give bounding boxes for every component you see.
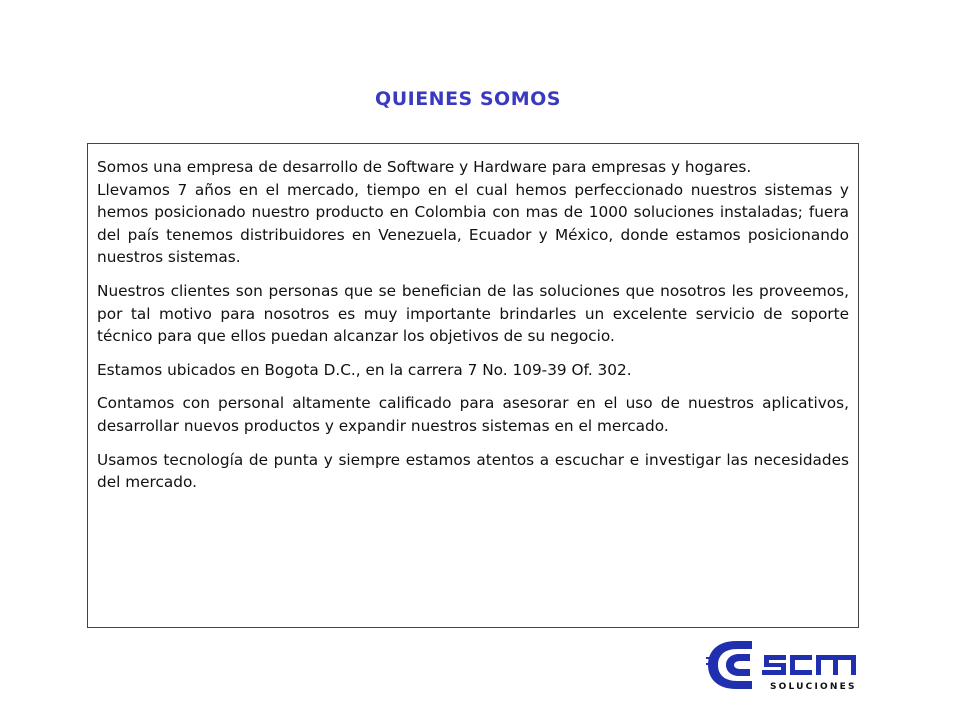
logo-tagline: SOLUCIONES	[770, 682, 857, 692]
paragraph-technology: Usamos tecnología de punta y siempre estamos atentos a escuchar e investigar las necesidades del mercado.	[97, 450, 849, 492]
paragraph-staff: Contamos con personal altamente calificado para asesorar en el uso de nuestros aplicativos, desarrollar nuevos productos y expandir nuestros sistemas en el mercado.	[97, 394, 849, 435]
about-content-box	[87, 143, 859, 628]
page-title: QUIENES SOMOS	[375, 88, 561, 110]
company-logo	[706, 637, 886, 695]
paragraph-location: Estamos ubicados en Bogota D.C., en la carrera 7 No. 109-39 Of. 302.	[97, 360, 632, 379]
paragraph-experience: Llevamos 7 años en el mercado, tiempo en el cual hemos perfeccionado nuestros sistemas y hemos posicionado nuestro producto en Colombia con mas de 1000 soluciones instaladas; fuera del país tenemos distribuidores en Venezuela, Ecuador y México, donde estamos posicionando nuestros sistemas.	[97, 180, 849, 267]
scm-logo-icon	[706, 637, 886, 695]
paragraph-clients: Nuestros clientes son personas que se benefician de las soluciones que nosotros les proveemos, por tal motivo para nosotros es muy importante brindarles un excelente servicio de soporte técnico para que ellos puedan alcanzar los objetivos de su negocio.	[97, 281, 849, 346]
paragraph-intro: Somos una empresa de desarrollo de Software y Hardware para empresas y hogares.	[97, 158, 752, 176]
